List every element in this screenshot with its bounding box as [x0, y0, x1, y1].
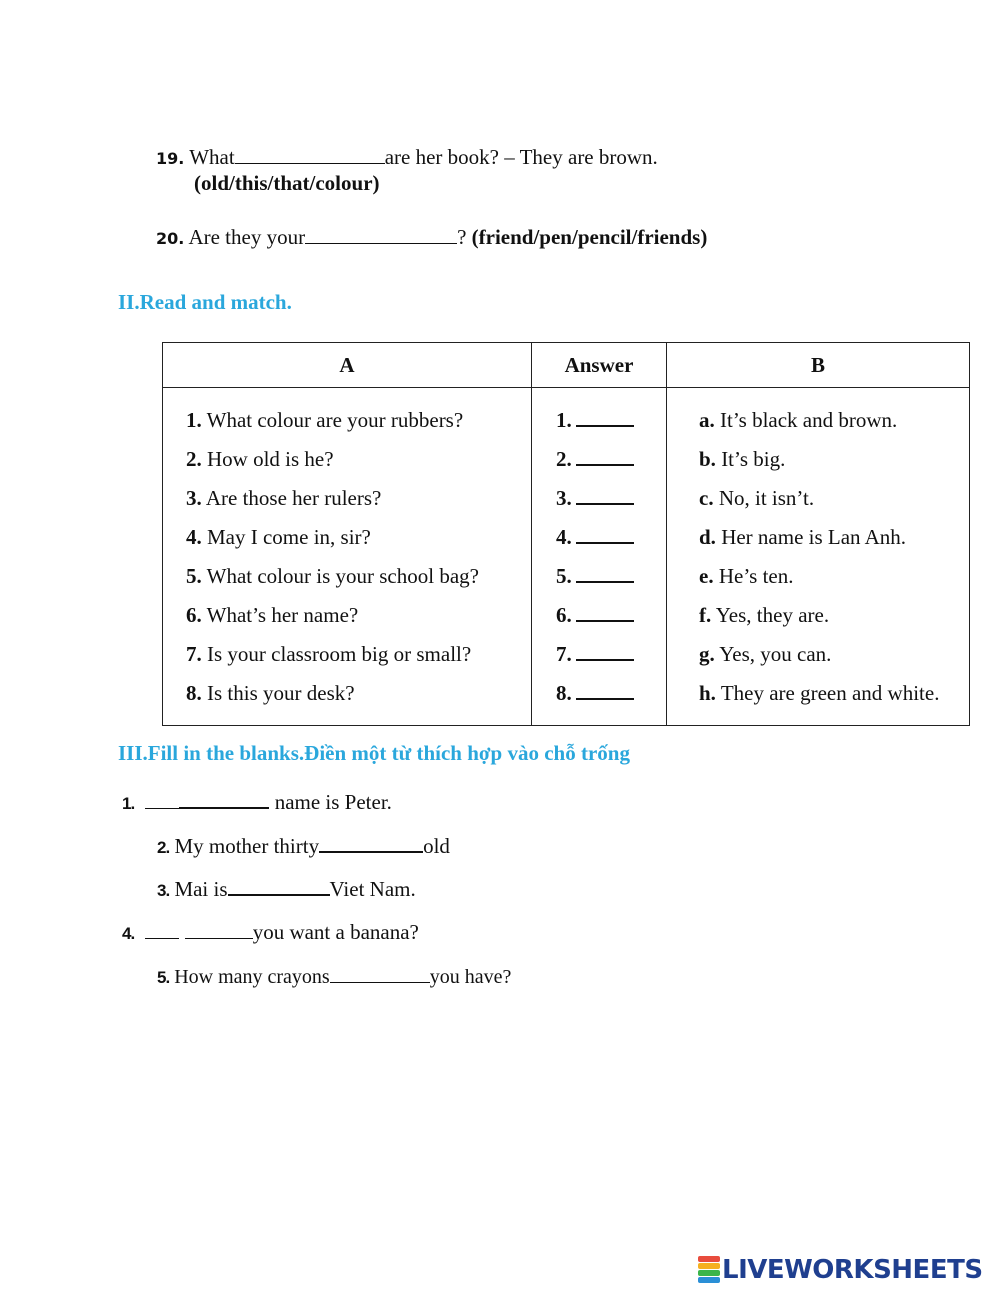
item-number: 3. [157, 881, 170, 900]
answer-blank[interactable] [330, 964, 430, 983]
answer-blank[interactable] [185, 920, 253, 939]
answer-blank[interactable] [576, 405, 634, 427]
answer-blank[interactable] [576, 600, 634, 622]
response-row [667, 482, 969, 521]
answer-row [532, 443, 666, 482]
section-heading-fill-blanks: III.Fill in the blanks.Điền một từ thích hợp vào chỗ trống [118, 741, 630, 765]
item-number: 5. [157, 968, 170, 987]
fill-item-4 [122, 920, 419, 945]
answer-list [532, 388, 666, 716]
logo-stripe [698, 1277, 720, 1283]
question-text: May I come in, sir? [207, 525, 371, 549]
column-header-a: A [163, 343, 532, 388]
response-text: He’s ten. [718, 564, 794, 588]
question-20 [156, 225, 707, 250]
answer-row [532, 482, 666, 521]
table-header-row [163, 343, 970, 388]
answer-blank[interactable] [145, 920, 179, 939]
question-number: 5. [186, 564, 202, 588]
answer-row [532, 677, 666, 716]
response-row [667, 443, 969, 482]
answer-blank[interactable] [576, 639, 634, 661]
answer-number: 3. [556, 486, 572, 510]
response-row [667, 677, 969, 716]
answer-row [532, 560, 666, 599]
fill-item-1 [122, 789, 392, 815]
section-heading-read-match: II.Read and match. [118, 290, 292, 314]
question-row [163, 521, 531, 560]
question-row [163, 560, 531, 599]
answer-cell [532, 388, 667, 726]
question-19 [156, 145, 658, 170]
item-text-before: How many crayons [174, 966, 330, 988]
question-19-options: (old/this/that/colour) [194, 171, 380, 195]
fill-item-5 [157, 964, 511, 989]
response-text: Yes, they are. [715, 603, 830, 627]
response-letter: e. [699, 564, 714, 588]
question-list [163, 388, 531, 716]
question-number: 20. [156, 229, 185, 248]
question-number: 3. [186, 486, 202, 510]
question-text: Are those her rulers? [205, 486, 382, 510]
answer-number: 2. [556, 447, 572, 471]
answer-number: 5. [556, 564, 572, 588]
question-row [163, 482, 531, 521]
answer-number: 8. [556, 681, 572, 705]
question-text-before: Are they your [188, 225, 306, 249]
answer-blank[interactable] [305, 225, 457, 244]
item-text-after: Viet Nam. [329, 877, 416, 901]
question-text: What’s her name? [206, 603, 359, 627]
response-text: Her name is Lan Anh. [721, 525, 907, 549]
answer-blank[interactable] [179, 789, 269, 809]
answer-blank[interactable] [228, 876, 330, 896]
logo-text: LIVEWORKSHEETS [722, 1255, 983, 1285]
logo-stripe [698, 1263, 720, 1269]
answer-row [532, 638, 666, 677]
response-row [667, 599, 969, 638]
response-row [667, 521, 969, 560]
question-text: What colour are your rubbers? [206, 408, 464, 432]
item-text-after: you have? [429, 966, 512, 988]
response-text: It’s big. [721, 447, 786, 471]
question-number: 8. [186, 681, 202, 705]
question-text-before: What [189, 145, 235, 169]
question-row [163, 443, 531, 482]
logo-stripe [698, 1270, 720, 1276]
answer-number: 4. [556, 525, 572, 549]
column-a-cell [163, 388, 532, 726]
item-text-after: old [423, 834, 450, 858]
answer-row [532, 521, 666, 560]
logo-stripe [698, 1256, 720, 1262]
question-number: 7. [186, 642, 202, 666]
answer-row [532, 599, 666, 638]
question-row [163, 638, 531, 677]
column-header-answer: Answer [532, 343, 667, 388]
item-number: 2. [157, 838, 170, 857]
column-b-cell [667, 388, 970, 726]
response-letter: d. [699, 525, 716, 549]
response-list [667, 388, 969, 716]
response-letter: b. [699, 447, 716, 471]
item-text-before: Mai is [174, 877, 228, 901]
response-text: Yes, you can. [719, 642, 832, 666]
response-text: No, it isn’t. [718, 486, 815, 510]
question-options: (friend/pen/pencil/friends) [471, 225, 708, 249]
response-letter: h. [699, 681, 716, 705]
question-text: How old is he? [207, 447, 334, 471]
answer-number: 7. [556, 642, 572, 666]
question-number: 1. [186, 408, 202, 432]
question-row [163, 677, 531, 716]
item-number: 4. [122, 924, 135, 943]
fill-item-3 [157, 876, 416, 902]
matching-table [162, 342, 970, 726]
answer-blank[interactable] [576, 678, 634, 700]
question-text: Is this your desk? [207, 681, 355, 705]
answer-blank[interactable] [319, 833, 423, 853]
question-text: What colour is your school bag? [206, 564, 479, 588]
answer-number: 6. [556, 603, 572, 627]
response-text: They are green and white. [720, 681, 940, 705]
table-body-row [163, 388, 970, 726]
answer-number: 1. [556, 408, 572, 432]
answer-blank[interactable] [576, 483, 634, 505]
question-number: 19. [156, 149, 185, 168]
question-number: 2. [186, 447, 202, 471]
question-text-after: are her book? – They are brown. [384, 145, 658, 169]
response-row [667, 638, 969, 677]
question-text: Is your classroom big or small? [207, 642, 472, 666]
question-text-after: ? [457, 225, 467, 249]
liveworksheets-icon [698, 1256, 720, 1284]
response-row [667, 404, 969, 443]
response-letter: c. [699, 486, 714, 510]
question-number: 6. [186, 603, 202, 627]
item-text-after: you want a banana? [252, 920, 419, 944]
response-letter: a. [699, 408, 715, 432]
response-text: It’s black and brown. [720, 408, 898, 432]
response-row [667, 560, 969, 599]
item-text-after: name is Peter. [274, 790, 392, 814]
item-number: 1. [122, 794, 135, 813]
response-letter: f. [699, 603, 712, 627]
answer-blank[interactable] [145, 790, 179, 809]
answer-blank[interactable] [576, 522, 634, 544]
question-number: 4. [186, 525, 202, 549]
response-letter: g. [699, 642, 715, 666]
answer-blank[interactable] [235, 145, 385, 164]
answer-row [532, 404, 666, 443]
answer-blank[interactable] [576, 561, 634, 583]
liveworksheets-logo [698, 1253, 983, 1287]
question-row [163, 599, 531, 638]
answer-blank[interactable] [576, 444, 634, 466]
column-header-b: B [667, 343, 970, 388]
item-text-before: My mother thirty [174, 834, 320, 858]
fill-item-2 [157, 833, 450, 859]
question-row [163, 404, 531, 443]
